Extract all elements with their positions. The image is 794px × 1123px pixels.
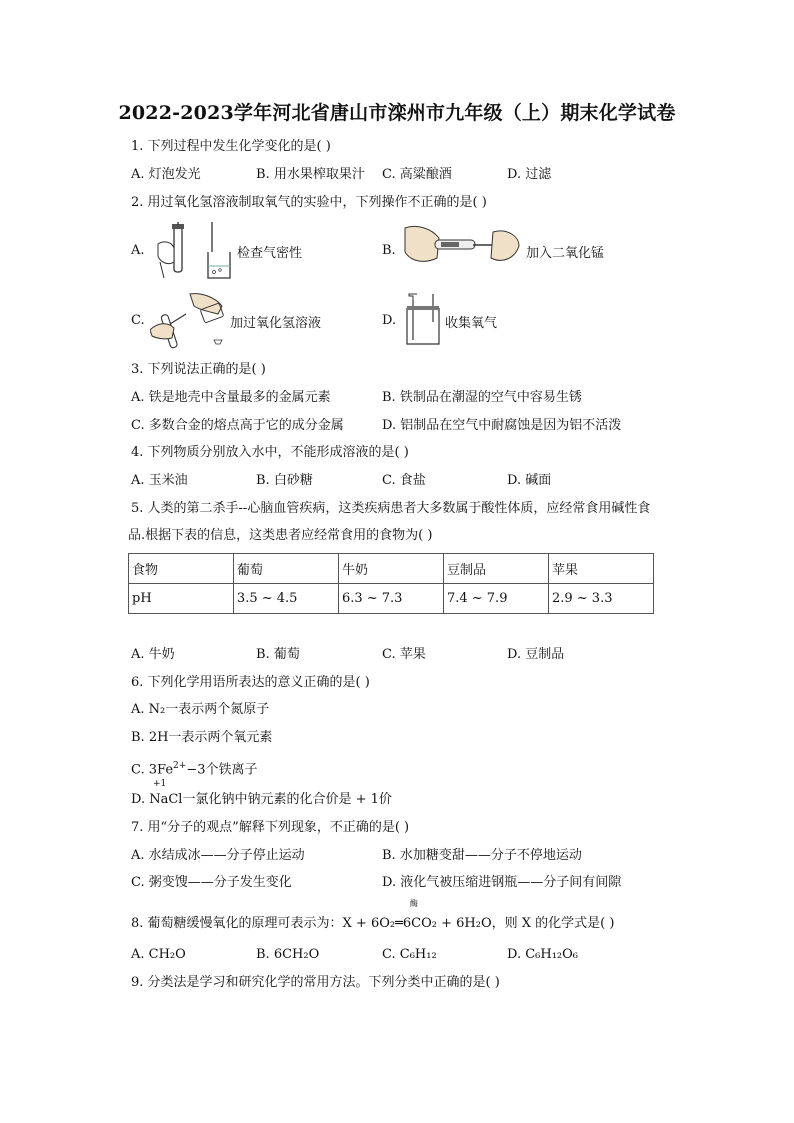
q8-option-b: B. 6CH₂O	[256, 947, 320, 962]
ph-table	[128, 553, 654, 614]
q6-option-c-meaning: −3个铁离子	[186, 762, 258, 778]
q8-option-d: D. C₆H₁₂O₆	[507, 947, 579, 962]
add-manganese-dioxide-illustration	[403, 222, 521, 276]
q1-option-a: A. 灯泡发光	[131, 167, 201, 182]
q2-option-a-label: A.	[131, 243, 145, 258]
table-cell: 葡萄	[233, 554, 338, 584]
q5-stem-line2: 品.根据下表的信息，这类患者应经常食用的食物为( )	[128, 528, 433, 543]
add-hydrogen-peroxide-illustration	[150, 292, 230, 356]
table-cell: 食物	[129, 554, 234, 584]
q5-option-b: B. 葡萄	[256, 647, 300, 662]
q1-option-d: D. 过滤	[507, 167, 552, 182]
enzyme-mark: 酶	[410, 899, 418, 908]
q8-stem: 8. 葡萄糖缓慢氧化的原理可表示为：X + 6O₂═6CO₂ + 6H₂O，则 X 的化学式是( )	[131, 916, 615, 931]
q3-option-c: C. 多数合金的熔点高于它的成分金属	[131, 418, 344, 433]
q6-option-c-text: C. 3Fe	[131, 762, 174, 778]
collect-oxygen-illustration	[403, 292, 443, 352]
q4-stem: 4. 下列物质分别放入水中，不能形成溶液的是( )	[131, 445, 409, 460]
q2-option-d-caption: 收集氧气	[445, 316, 498, 331]
page-title: 2022-2023学年河北省唐山市滦州市九年级（上）期末化学试卷	[118, 102, 676, 124]
table-cell: 豆制品	[443, 554, 548, 584]
q7-option-b: B. 水加糖变甜——分子不停地运动	[382, 848, 582, 863]
q2-option-c-caption: 加过氧化氢溶液	[230, 316, 322, 331]
q3-option-b: B. 铁制品在潮湿的空气中容易生锈	[382, 390, 582, 405]
q6-stem: 6. 下列化学用语所表达的意义正确的是( )	[131, 675, 370, 690]
table-cell: 6.3 ~ 7.3	[338, 584, 443, 614]
q2-option-a-caption: 检查气密性	[237, 246, 303, 261]
q2-stem: 2. 用过氧化氢溶液制取氧气的实验中，下列操作不正确的是( )	[131, 195, 487, 210]
valence-mark: +1	[153, 779, 167, 789]
table-row	[129, 584, 654, 614]
q4-option-b: B. 白砂糖	[256, 473, 313, 488]
airtightness-check-illustration	[150, 222, 236, 286]
charge-superscript: 2+	[173, 761, 187, 771]
q8-option-a: A. CH₂O	[131, 947, 186, 962]
table-cell: 7.4 ~ 7.9	[443, 584, 548, 614]
q8-option-c: C. C₆H₁₂	[382, 947, 437, 962]
q3-stem: 3. 下列说法正确的是( )	[131, 362, 266, 377]
q3-option-d: D. 铝制品在空气中耐腐蚀是因为铝不活泼	[382, 418, 622, 433]
q7-option-d: D. 液化气被压缩进钢瓶——分子间有间隙	[382, 875, 622, 890]
table-cell: 苹果	[548, 554, 653, 584]
table-cell: pH	[129, 584, 234, 614]
q9-stem: 9. 分类法是学习和研究化学的常用方法。下列分类中正确的是( )	[131, 975, 500, 990]
q1-option-c: C. 高粱酿酒	[382, 167, 452, 182]
q5-option-d: D. 豆制品	[507, 647, 565, 662]
q7-stem: 7. 用“分子的观点”解释下列现象，不正确的是( )	[131, 820, 410, 835]
q2-option-c-label: C.	[131, 313, 145, 328]
q2-option-d-label: D.	[382, 313, 397, 328]
q6-option-d: D. NaCl一氯化钠中钠元素的化合价是 + 1价	[131, 792, 392, 807]
q7-option-c: C. 粥变馊——分子发生变化	[131, 875, 292, 890]
q4-option-a: A. 玉米油	[131, 473, 188, 488]
q2-option-b-label: B.	[382, 243, 396, 258]
q5-stem-line1: 5. 人类的第二杀手--心脑血管疾病，这类疾病患者大多数属于酸性体质，应经常食用碱性食	[131, 501, 651, 516]
q1-stem: 1. 下列过程中发生化学变化的是( )	[131, 139, 331, 154]
table-header-row	[129, 554, 654, 584]
q6-option-a: A. N₂一表示两个氮原子	[131, 702, 270, 717]
q7-option-a: A. 水结成冰——分子停止运动	[131, 848, 305, 863]
table-cell: 牛奶	[338, 554, 443, 584]
q5-option-c: C. 苹果	[382, 647, 426, 662]
q6-option-b: B. 2H一表示两个氧元素	[131, 730, 273, 745]
q3-option-a: A. 铁是地壳中含量最多的金属元素	[131, 390, 331, 405]
table-cell: 2.9 ~ 3.3	[548, 584, 653, 614]
q6-option-c	[131, 757, 257, 779]
q1-option-b: B. 用水果榨取果汁	[256, 167, 365, 182]
q4-option-d: D. 碱面	[507, 473, 552, 488]
q4-option-c: C. 食盐	[382, 473, 426, 488]
q2-option-b-caption: 加入二氧化锰	[526, 246, 605, 261]
q5-option-a: A. 牛奶	[131, 647, 175, 662]
table-cell: 3.5 ~ 4.5	[233, 584, 338, 614]
